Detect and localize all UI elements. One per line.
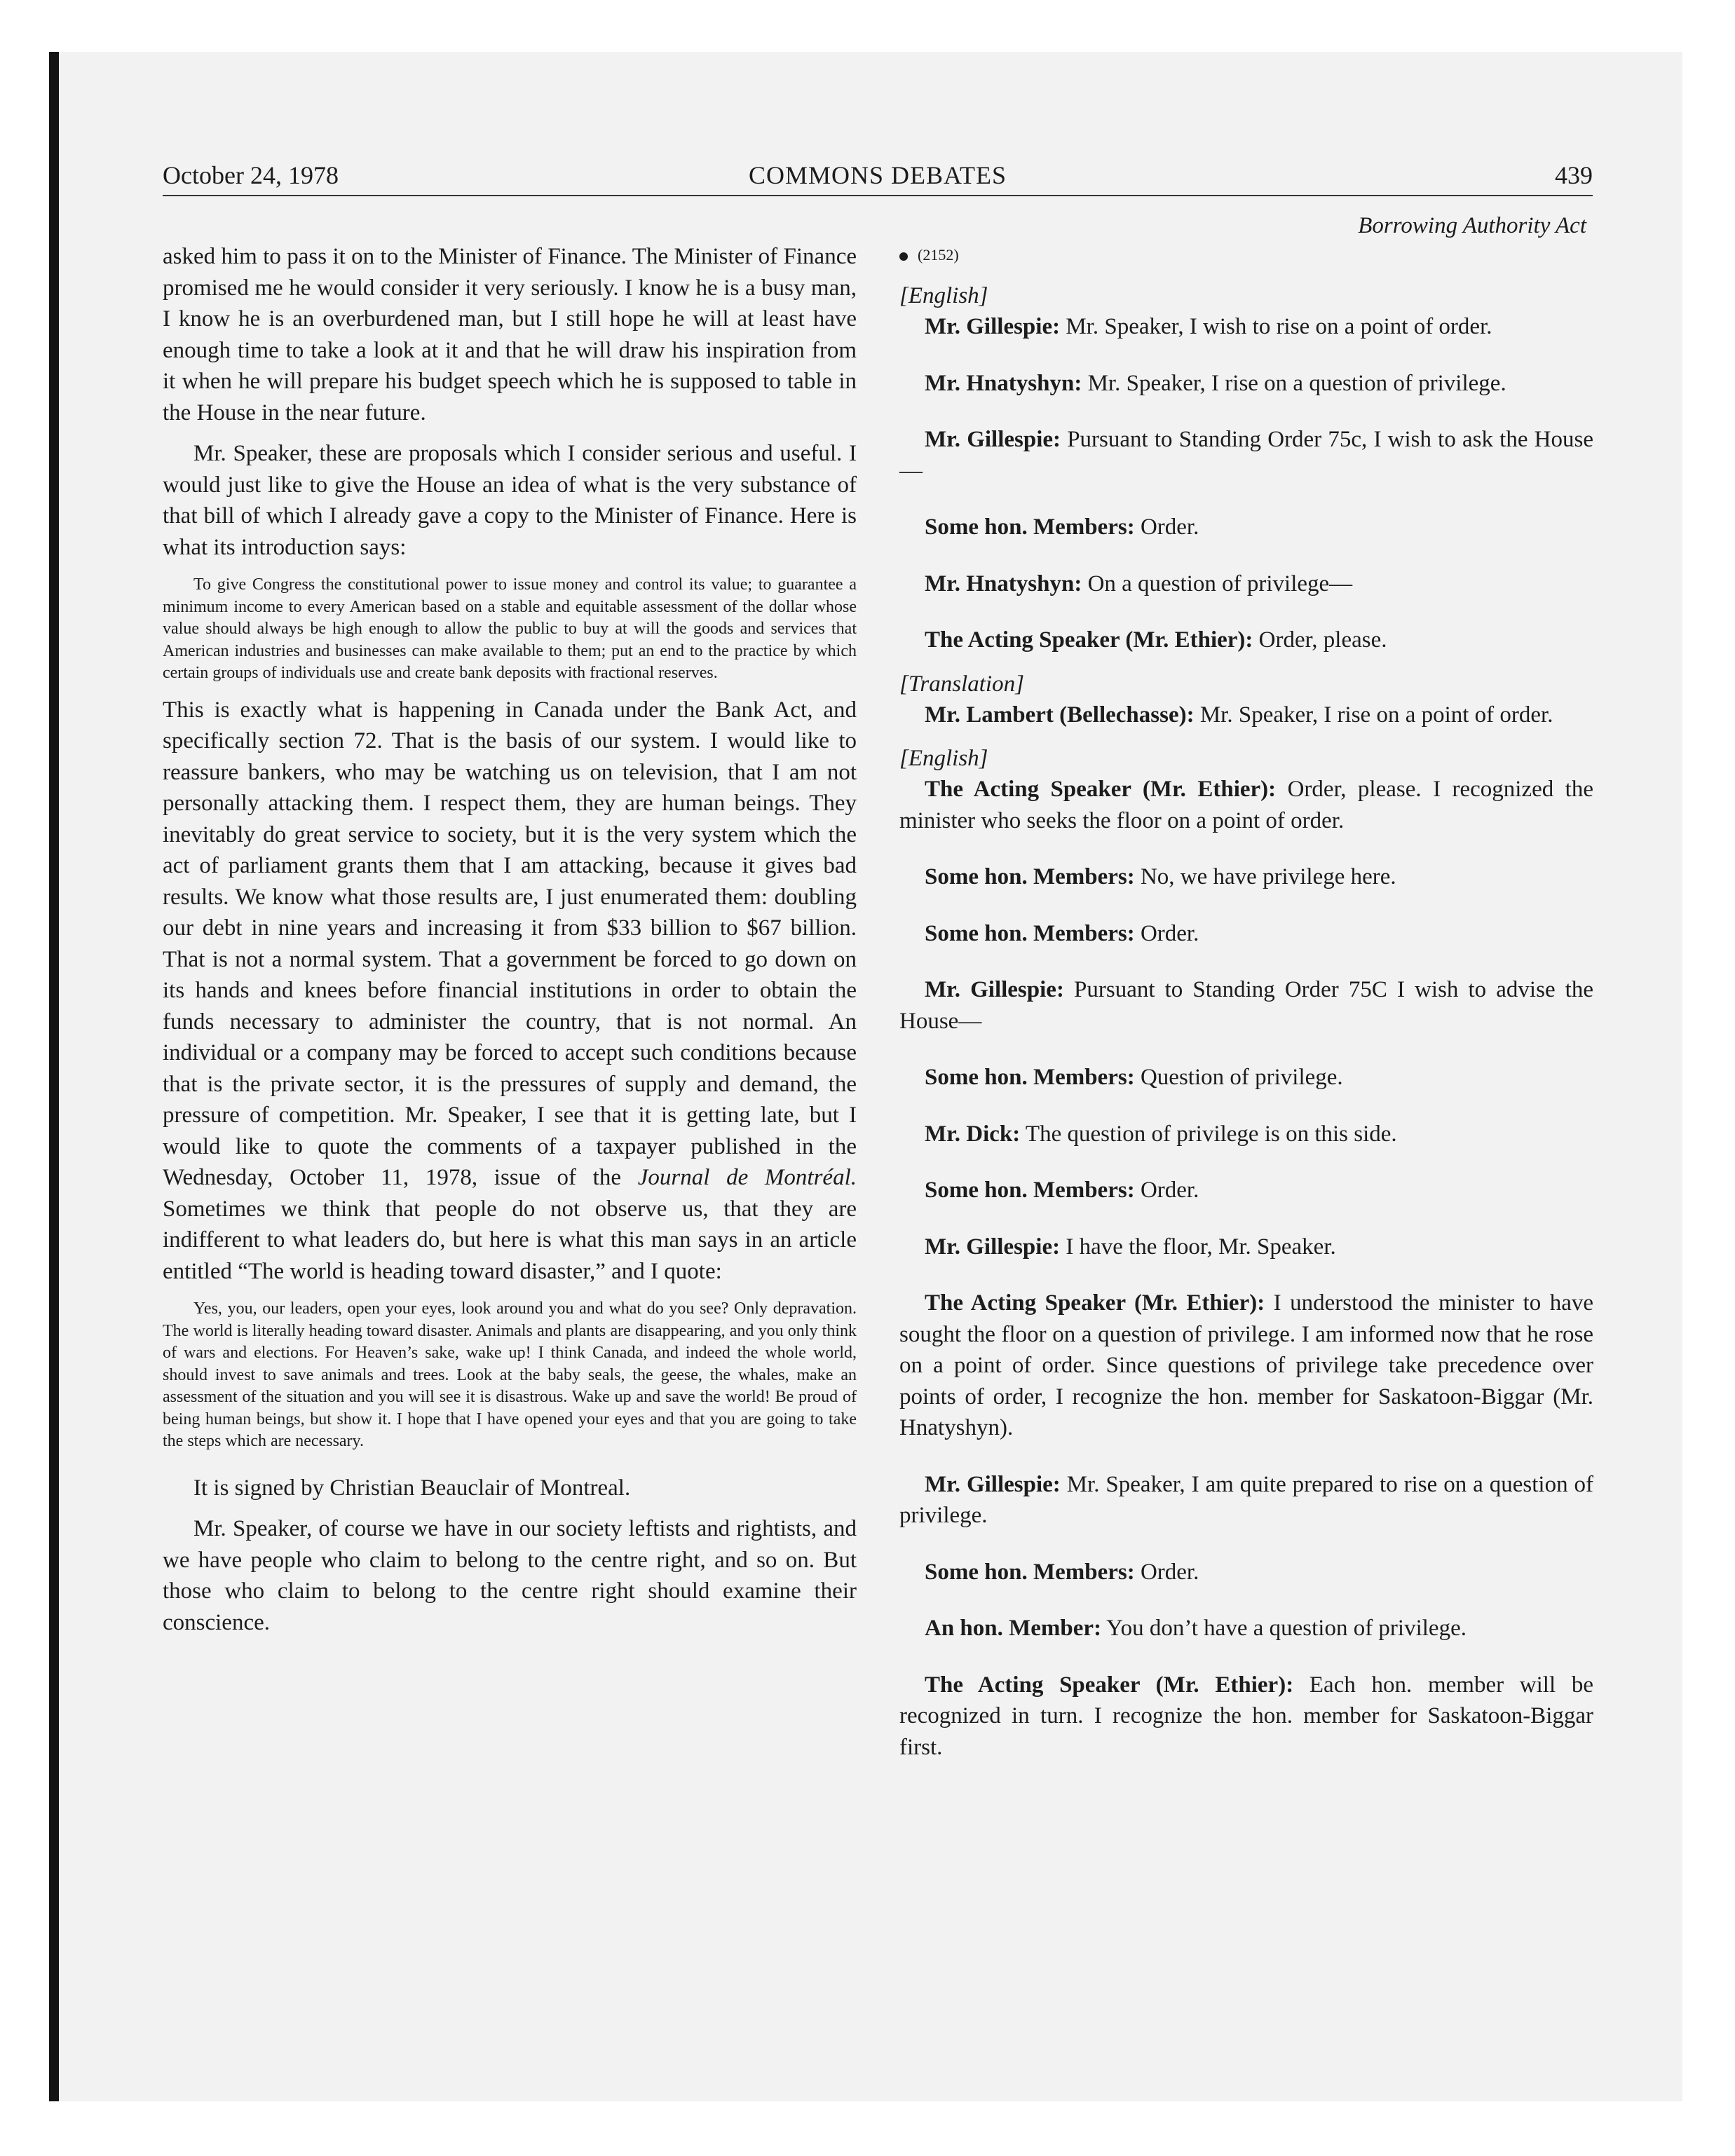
header-title: COMMONS DEBATES [748, 161, 1007, 189]
speaker-name: Mr. Gillespie: [925, 977, 1064, 1002]
speech-text: On a question of privilege— [1082, 571, 1353, 596]
speech-item [899, 1469, 1593, 1531]
bullet-icon [899, 252, 908, 261]
speech-item [899, 1670, 1593, 1763]
time-marker-text: (2152) [918, 246, 959, 264]
speech-item [899, 1288, 1593, 1444]
speaker-name: Mr. Gillespie: [925, 1234, 1061, 1260]
speaker-name: The Acting Speaker (Mr. Ethier): [925, 1672, 1294, 1698]
paragraph-bank-act-text: This is exactly what is happening in Canada under the Bank Act, and specifically section 72. That is the basis of our system. I would like to reassure bankers, who may be watching us on television, that I am not personally attacking them. I respect them, they are human beings. They inevitably do great service to society, but it is the very system which the act of parliament grants them that I am attacking, because it gives bad results. We know what those results are, I just enumerated them: doubling our debt in nine years and increasing it from $33 billion to $67 billion. That is not a normal system. That a government be forced to go down on its hands and knees before financial institutions in order to obtain the funds necessary to administer the country, that is not normal. An individual or a company may be forced to accept such conditions because that is the private sector, it is the pressures of supply and demand, the pressure of competition. Mr. Speaker, I see that it is getting late, but I would like to quote the comments of a taxpayer published in the Wednesday, October 11, 1978, issue of the [163, 697, 857, 1190]
speaker-name: Some hon. Members: [925, 1065, 1135, 1090]
newspaper-title: Journal de Montréal. [637, 1165, 857, 1190]
language-marker: [Translation] [899, 671, 1024, 697]
speech-item [899, 1231, 1593, 1263]
speech-text: I understood the minister to have sought the floor on a question of privilege. I am informed now that he rose on a point of order. Since questions of privilege take precedence over points of order, I recognize the hon. member for Saskatoon-Biggar (Mr. Hnatyshyn). [899, 1290, 1593, 1440]
speech-text: You don’t have a question of privilege. [1101, 1616, 1467, 1641]
speech-text: The question of privilege is on this side. [1020, 1121, 1397, 1147]
speech-item [899, 311, 1593, 343]
page-header [163, 160, 1593, 196]
paragraph-continued: asked him to pass it on to the Minister of Finance. The Minister of Finance promised me he would consider it very seriously. I know he is a busy man, I know he is an overburdened man, but I still hope he will at least have enough time to take a look at it and that he will draw his inspiration from it when he will prepare his budget speech which he is supposed to table in the House in the near future. [163, 244, 857, 425]
speech-text: Order. [1134, 920, 1199, 946]
speech-text: Mr. Speaker, I rise on a question of privilege. [1082, 370, 1506, 396]
speaker-name: The Acting Speaker (Mr. Ethier): [925, 627, 1253, 653]
speech-text: No, we have privilege here. [1134, 864, 1396, 889]
speech-item [899, 974, 1593, 1037]
speech-item [899, 1557, 1593, 1588]
language-marker: [English] [899, 746, 988, 771]
speech-item [899, 512, 1593, 543]
speech-item [899, 918, 1593, 950]
speech-text: Order. [1134, 514, 1199, 540]
speech-item [899, 861, 1593, 893]
speaker-name: Mr. Gillespie: [925, 1471, 1061, 1497]
speaker-name: Some hon. Members: [925, 514, 1135, 540]
speech-text: Order. [1134, 1559, 1199, 1585]
speech-text: Mr. Speaker, I rise on a point of order. [1194, 702, 1553, 728]
speech-item [899, 1613, 1593, 1644]
speech-text: Order. [1134, 1178, 1199, 1203]
paragraph-bank-act [163, 695, 857, 1288]
speech-item [899, 700, 1593, 731]
speech-text: Pursuant to Standing Order 75C I wish to advise the House— [899, 977, 1593, 1034]
paragraph-conclusion: Mr. Speaker, of course we have in our society leftists and rightists, and we have people who claim to belong to the centre right, and so on. But those who claim to belong to the centre right should examine their conscience. [163, 1516, 857, 1635]
speaker-name: Mr. Hnatyshyn: [925, 571, 1082, 596]
speech-text: Each hon. member will be recognized in turn. I recognize the hon. member for Saskatoon-Biggar first. [899, 1672, 1593, 1760]
right-column [899, 210, 1593, 1788]
speech-text: Mr. Speaker, I am quite prepared to rise on a question of privilege. [899, 1471, 1593, 1528]
speech-text: Order, please. [1253, 627, 1387, 653]
speech-item [899, 368, 1593, 400]
speech-item [899, 774, 1593, 836]
speech-text: Pursuant to Standing Order 75c, I wish to ask the House— [899, 427, 1593, 484]
quotation-taxpayer-letter: Yes, you, our leaders, open your eyes, look around you and what do you see? Only depravation. The world is literally heading toward disaster. Animals and plants are disappearing, and you only think of wars and elections. For Heaven’s sake, wake up! I think Canada, and indeed the whole world, should invest to save animals and trees. Look at the baby seals, the geese, the whales, make an assessment of the situation and you will see it is disastrous. Wake up and save the world! Be proud of being human beings, but show it. I hope that I have opened your eyes and that you are going to take the steps which are necessary. [163, 1299, 857, 1450]
speaker-name: Mr. Dick: [925, 1121, 1021, 1147]
paragraph-signature: It is signed by Christian Beauclair of Montreal. [193, 1475, 631, 1501]
speaker-name: Some hon. Members: [925, 1559, 1135, 1585]
paragraph-proposals: Mr. Speaker, these are proposals which I consider serious and useful. I would just like to give the House an idea of what is the very substance of that bill of which I already gave a copy to the Minister of Finance. Here is what its introduction says: [163, 441, 857, 560]
time-marker [899, 241, 1593, 269]
speech-item [899, 1119, 1593, 1150]
speaker-name: The Acting Speaker (Mr. Ethier): [925, 777, 1277, 802]
speaker-name: Some hon. Members: [925, 920, 1135, 946]
speaker-name: Mr. Hnatyshyn: [925, 370, 1082, 396]
speaker-name: Some hon. Members: [925, 864, 1135, 889]
speaker-name: Mr. Lambert (Bellechasse): [925, 702, 1195, 728]
speech-item [899, 424, 1593, 486]
speech-item [899, 568, 1593, 600]
page-binding-edge [49, 52, 59, 2101]
speech-text: I have the floor, Mr. Speaker. [1060, 1234, 1336, 1260]
header-page-number: 439 [1555, 161, 1593, 189]
speech-text: Question of privilege. [1134, 1065, 1343, 1090]
quotation-bill-introduction: To give Congress the constitutional power to issue money and control its value; to guarantee a minimum income to every American based on a stable and equitable assessment of the dollar whose value should always be high enough to allow the public to buy at will the goods and services that American industries and businesses can make available to them; put an end to the practice by which certain groups of individuals use and create bank deposits with fractional reserves. [163, 575, 857, 682]
speech-item [899, 625, 1593, 656]
speaker-name: An hon. Member: [925, 1616, 1102, 1641]
speaker-name: The Acting Speaker (Mr. Ethier): [925, 1290, 1265, 1316]
speech-text: Order, please. I recognized the minister who seeks the floor on a point of order. [899, 777, 1593, 833]
section-title: Borrowing Authority Act [1358, 213, 1586, 238]
speaker-name: Mr. Gillespie: [925, 427, 1061, 452]
paragraph-bank-act-text-end: Sometimes we think that people do not observe us, that they are indifferent to what leaders do, but here is what this man says in an article entitled “The world is heading toward disaster,” and I quote: [163, 1196, 857, 1284]
speech-item [899, 1175, 1593, 1206]
speaker-name: Some hon. Members: [925, 1178, 1135, 1203]
speaker-name: Mr. Gillespie: [925, 314, 1061, 339]
left-column [163, 210, 857, 1638]
header-date: October 24, 1978 [163, 161, 339, 189]
speech-item [899, 1062, 1593, 1093]
language-marker: [English] [899, 283, 988, 308]
speech-text: Mr. Speaker, I wish to rise on a point of order. [1060, 314, 1492, 339]
